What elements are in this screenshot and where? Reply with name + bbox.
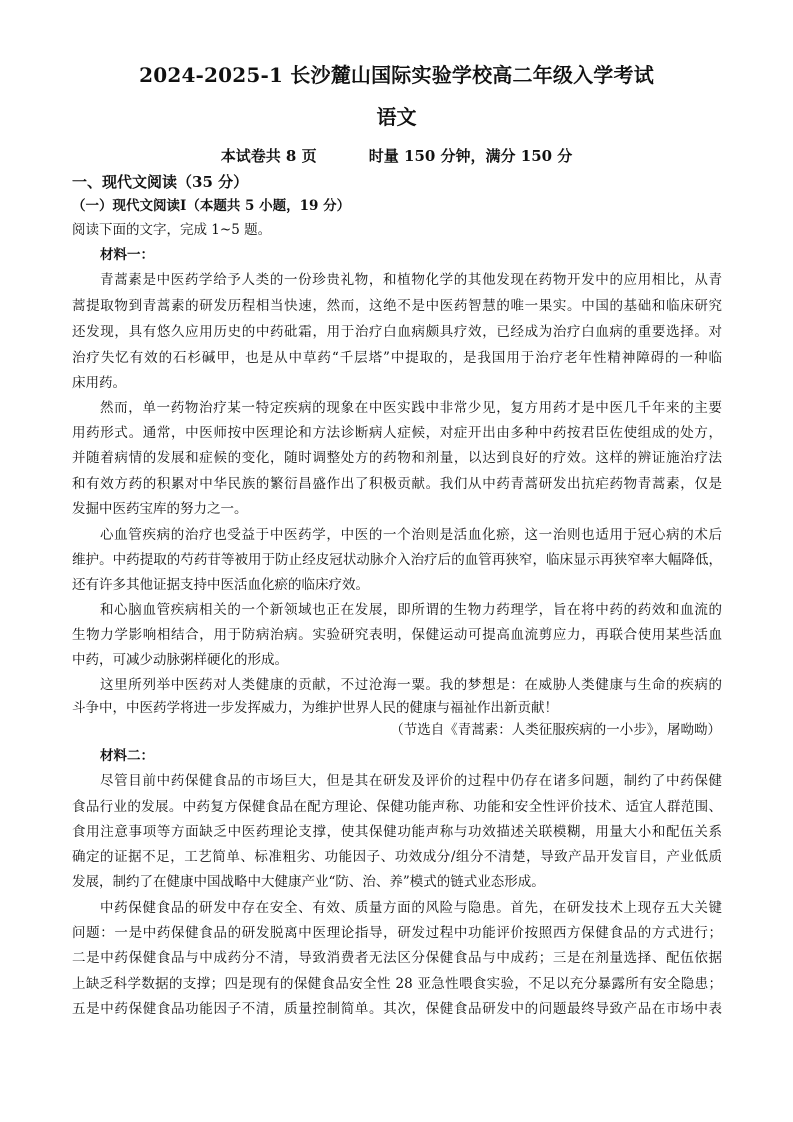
m1-p3-line-2: 维护。中药提取的芍药苷等被用于防止经皮冠状动脉介入治疗后的血管再狭窄，临床显示再狭窄率大幅降低， [72, 552, 722, 568]
m1-p3-line-3: 还有许多其他证据支持中医活血化瘀的临床疗效。 [72, 577, 369, 593]
subject-title: 语文 [376, 105, 417, 129]
m2-p2-line-2: 问题：一是中药保健食品的研发脱离中医理论指导，研发过程中功能评价按照西方保健食品的方式进行； [72, 925, 722, 941]
material-1-source: （节选自《青蒿素：人类征服疾病的一小步》，屠呦呦） [390, 722, 721, 738]
m1-p2-line-5: 发掘中医药宝库的努力之一。 [72, 501, 248, 517]
m1-p5-line-2: 斗争中，中医药学将进一步发挥威力，为维护世界人民的健康与福祉作出新贡献！ [72, 700, 558, 716]
m1-p1-line-5: 床用药。 [72, 375, 126, 391]
m1-p2-line-2: 用药形式。通常，中医师按中医理论和方法诊断病人症候，对症开出由多种中药按君臣佐使组成的处方， [72, 425, 722, 441]
exam-meta: 本试卷共 8 页 时量 150 分钟，满分 150 分 [220, 147, 573, 165]
m1-p4-line-2: 生物力学影响相结合，用于防病治病。实验研究表明，保健运动可提高血流剪应力，再联合使用某些活血 [72, 627, 722, 643]
m2-p2-line-3: 二是中药保健食品与中成药分不清，导致消费者无法区分保健食品与中成药；三是在剂量选择、配伍依据 [72, 950, 722, 966]
m2-p1-line-5: 发展，制约了在健康中国战略中大健康产业“防、治、养”模式的链式业态形成。 [72, 874, 545, 890]
m2-p1-line-2: 食品行业的发展。中药复方保健食品在配方理论、保健功能声称、功能和安全性评价技术、适宜人群范围、 [72, 799, 722, 815]
m1-p1-line-4: 治疗失忆有效的石杉碱甲，也是从中草药“千层塔”中提取的，是我国用于治疗老年性精神障碍的一种临 [72, 350, 722, 366]
m2-p1-line-4: 确定的证据不足，工艺简单、标准粗劣、功能因子、功效成分/组分不清楚，导致产品开发盲目，产业低质 [72, 849, 722, 865]
m1-p1-line-3: 还发现，具有悠久应用历史的中药砒霜，用于治疗白血病颇具疗效，已经成为治疗白血病的重要选择。对 [72, 324, 722, 340]
m2-p2-line-1: 中药保健食品的研发中存在安全、有效、质量方面的风险与隐患。首先，在研发技术上现存五大关键 [100, 900, 722, 916]
material-2-label: 材料二： [100, 748, 154, 764]
m1-p2-line-3: 并随着病情的发展和症候的变化，随时调整处方的药物和剂量，以达到良好的疗效。这样的辨证施治疗法 [72, 450, 722, 466]
m1-p3-line-1: 心血管疾病的治疗也受益于中医药学，中医的一个治则是活血化瘀，这一治则也适用于冠心病的术后 [100, 527, 722, 543]
m1-p1-line-2: 蒿提取物到青蒿素的研发历程相当快速，然而，这绝不是中医药智慧的唯一果实。中国的基础和临床研究 [72, 298, 722, 314]
reading-instruction: 阅读下面的文字，完成 1~5 题。 [72, 222, 272, 238]
m1-p4-line-3: 中药，可减少动脉粥样硬化的形成。 [72, 652, 288, 668]
m1-p1-line-1: 青蒿素是中医药学给予人类的一份珍贵礼物，和植物化学的其他发现在药物开发中的应用相比，从青 [100, 272, 722, 288]
m2-p2-line-5: 五是中药保健食品功能因子不清，质量控制简单。其次，保健食品研发中的问题最终导致产品在市场中表 [72, 1001, 722, 1017]
m1-p4-line-1: 和心脑血管疾病相关的一个新领域也正在发展，即所谓的生物力药理学，旨在将中药的药效和血流的 [100, 602, 722, 618]
exam-title: 2024-2025-1 长沙麓山国际实验学校高二年级入学考试 [139, 63, 654, 87]
m2-p2-line-4: 上缺乏科学数据的支撑；四是现有的保健食品安全性 28 亚急性喂食实验，不足以充分暴露所有安全隐患； [72, 976, 722, 992]
m1-p5-line-1: 这里所列举中医药对人类健康的贡献，不过沧海一粟。我的梦想是：在威胁人类健康与生命的疾病的 [100, 677, 722, 693]
m1-p2-line-4: 和有效方药的积累对中华民族的繁衍昌盛作出了积极贡献。我们从中药青蒿研发出抗疟药物青蒿素，仅是 [72, 476, 722, 492]
m2-p1-line-1: 尽管目前中药保健食品的市场巨大，但是其在研发及评价的过程中仍存在诸多问题，制约了中药保健 [100, 773, 722, 789]
material-1-label: 材料一： [100, 247, 154, 263]
subsection-heading: （一）现代文阅读Ⅰ（本题共 5 小题，19 分） [72, 198, 351, 214]
m2-p1-line-3: 食用注意事项等方面缺乏中医药理论支撑，使其保健功能声称与功效描述关联模糊，用量大小和配伍关系 [72, 824, 722, 840]
section-heading: 一、现代文阅读（35 分） [72, 173, 249, 191]
m1-p2-line-1: 然而，单一药物治疗某一特定疾病的现象在中医实践中非常少见，复方用药才是中医几千年来的主要 [100, 400, 722, 416]
